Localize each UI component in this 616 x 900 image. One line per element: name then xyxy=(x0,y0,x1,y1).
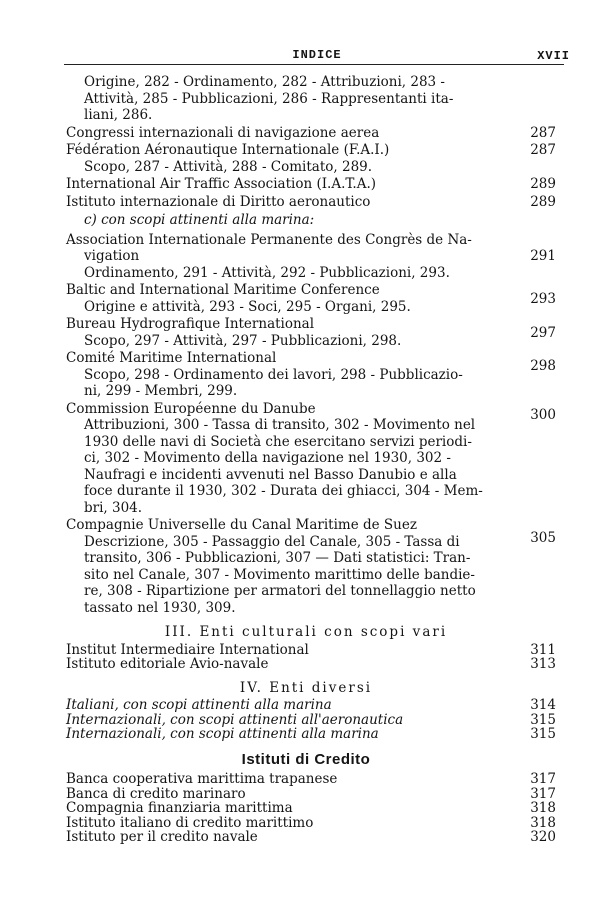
toc-entry-page: 291 xyxy=(530,247,556,264)
toc-entry-line: Ordinamento, 291 - Attività, 292 - Pubblicazioni, 293. xyxy=(84,264,450,281)
toc-entry-page: 318 xyxy=(530,814,556,831)
toc-entry-line: ci, 302 - Movimento della navigazione nel 1930, 302 - xyxy=(84,450,451,466)
toc-entry-page: 293 xyxy=(530,290,556,307)
toc-entry-title: Istituto internazionale di Diritto aeronautico xyxy=(66,193,371,210)
section-heading-iv: IV. Enti diversi xyxy=(239,679,373,696)
toc-entry-line: Descrizione, 305 - Passaggio del Canale, 305 - Tassa di xyxy=(84,533,460,550)
toc-entry-title: Fédération Aéronautique Internationale (F.A.I.) xyxy=(66,142,390,158)
toc-entry-title: Congressi internazionali di navigazione aerea xyxy=(66,124,380,141)
toc-entry-line: Scopo, 287 - Attività, 288 - Comitato, 289. xyxy=(84,158,373,175)
toc-entry-page: 317 xyxy=(530,771,556,787)
toc-entry-title-lead: Internazionali, xyxy=(66,711,166,728)
toc-entry-page: 311 xyxy=(530,641,556,658)
toc-entry xyxy=(66,801,556,816)
toc-entry-line: transito, 306 - Pubblicazioni, 307 — Dati statistici: Tran- xyxy=(84,550,471,566)
toc-entry-line: Naufragi e incidenti avvenuti nel Basso Danubio e alla xyxy=(84,466,457,483)
toc-entry xyxy=(66,350,556,400)
toc-entry xyxy=(66,74,556,124)
toc-entry-title: Comité Maritime International xyxy=(66,350,277,366)
toc-entry-line: re, 308 - Ripartizione per armatori del tonnellaggio netto xyxy=(84,583,476,599)
page-header xyxy=(72,48,570,68)
toc-entry-line: Attribuzioni, 300 - Tassa di transito, 302 - Movimento nel xyxy=(84,417,476,433)
toc-entry-title: Istituto per il credito navale xyxy=(66,829,258,845)
section-iii-list xyxy=(66,643,556,672)
toc-entry-page: 300 xyxy=(530,406,556,423)
toc-entry xyxy=(66,125,556,142)
section-credito-list xyxy=(66,772,556,845)
toc-entry xyxy=(66,816,556,831)
header-title: INDICE xyxy=(292,48,342,62)
toc-entry-line: foce durante il 1930, 302 - Durata dei ghiacci, 304 - Mem- xyxy=(84,483,483,499)
toc-entry-page: 289 xyxy=(530,193,556,210)
toc-entry-title: Commission Européenne du Danube xyxy=(66,400,316,417)
toc-entry xyxy=(66,194,556,211)
section-heading-credito: Istituti di Credito xyxy=(241,750,371,768)
toc-entry xyxy=(66,713,556,728)
toc-entry-page: 289 xyxy=(530,176,556,192)
toc-entry xyxy=(66,232,556,282)
toc-entry xyxy=(66,643,556,658)
toc-entry-page: 287 xyxy=(530,141,556,158)
toc-entry-line: Origine, 282 - Ordinamento, 282 - Attribuzioni, 283 - xyxy=(84,74,445,90)
header-rule xyxy=(64,64,564,65)
toc-entry-title-lead: Internazionali, xyxy=(66,726,166,742)
toc-entry-title: Bureau Hydrografique International xyxy=(66,316,315,332)
toc-entry xyxy=(66,657,556,672)
toc-entry-page: 313 xyxy=(530,656,556,672)
toc-entry-title-rest: con scopi attinenti alla marina xyxy=(170,726,379,742)
subsection-heading: c) con scopi attinenti alla marina: xyxy=(84,212,315,228)
toc-entry xyxy=(66,316,556,349)
toc-entry-title: Compagnia finanziaria marittima xyxy=(66,800,293,816)
toc-entry-line: Attività, 285 - Pubblicazioni, 286 - Rappresentanti ita- xyxy=(84,90,454,107)
toc-entry-title: Istituto italiano di credito marittimo xyxy=(66,814,314,831)
toc-entry-title: Compagnie Universelle du Canal Maritime de Suez xyxy=(66,517,417,533)
toc-entry-title xyxy=(66,713,510,728)
toc-entry-line: vigation xyxy=(84,248,140,264)
toc-entry xyxy=(66,698,556,713)
toc-entry xyxy=(66,176,556,193)
toc-entry-title: Banca di credito marinaro xyxy=(66,785,246,802)
toc-entry-line: tassato nel 1930, 309. xyxy=(84,599,236,616)
toc-entry xyxy=(66,401,556,517)
toc-entry-title: Association Internationale Permanente des Congrès de Na- xyxy=(66,231,472,248)
toc-entry xyxy=(66,787,556,802)
toc-entry-page: 320 xyxy=(530,829,556,845)
toc-entry-line: Scopo, 298 - Ordinamento dei lavori, 298 - Pubblicazio- xyxy=(84,366,463,383)
toc-entry-page: 297 xyxy=(530,324,556,341)
toc-entry-page: 317 xyxy=(530,785,556,802)
toc-entry-page: 315 xyxy=(530,711,556,728)
toc-entry-title: International Air Traffic Association (I.A.T.A.) xyxy=(66,176,377,192)
toc-entry-page: 305 xyxy=(530,529,556,546)
toc-entry-title: Istituto editoriale Avio-navale xyxy=(66,656,269,672)
toc-entry xyxy=(66,517,556,616)
header-page-number: XVII xyxy=(537,49,570,63)
toc-entry-line: ni, 299 - Membri, 299. xyxy=(84,383,238,399)
toc-entry-title-lead: Italiani, xyxy=(66,697,119,713)
toc-entry-title xyxy=(66,698,510,713)
section-iv-list xyxy=(66,698,556,742)
toc-entry-line: liani, 286. xyxy=(84,107,153,123)
toc-entry-line: Scopo, 297 - Attività, 297 - Pubblicazioni, 298. xyxy=(84,332,402,349)
toc-entry-title: Institut Intermediaire International xyxy=(66,641,309,658)
toc-entry xyxy=(66,727,556,742)
toc-entry-page: 315 xyxy=(530,726,556,742)
toc-entry-page: 298 xyxy=(530,358,556,374)
toc-entry-line: sito nel Canale, 307 - Movimento marittimo delle bandie- xyxy=(84,566,475,583)
toc-entry-page: 318 xyxy=(530,800,556,816)
toc-entry-title: Banca cooperativa marittima trapanese xyxy=(66,771,338,787)
toc-entry-title-rest: con scopi attinenti alla marina xyxy=(123,697,332,713)
toc-entry-line: 1930 delle navi di Società che esercitano servizi periodi- xyxy=(84,433,472,450)
toc-entry-line: bri, 304. xyxy=(84,499,143,516)
toc-entry-page: 287 xyxy=(530,124,556,141)
section-heading-iii: III. Enti culturali con scopi vari xyxy=(164,624,448,640)
table-of-contents xyxy=(66,74,556,845)
toc-entry xyxy=(66,772,556,787)
toc-entry-title xyxy=(66,727,510,742)
toc-entry xyxy=(66,830,556,845)
toc-entry-line: Origine e attività, 293 - Soci, 295 - Organi, 295. xyxy=(84,298,411,315)
toc-entry-title: Baltic and International Maritime Conference xyxy=(66,282,380,298)
toc-entry-title-rest: con scopi attinenti all'aeronautica xyxy=(170,711,404,728)
toc-entry xyxy=(66,142,556,175)
toc-entry-page: 314 xyxy=(530,697,556,713)
toc-entry xyxy=(66,282,556,315)
